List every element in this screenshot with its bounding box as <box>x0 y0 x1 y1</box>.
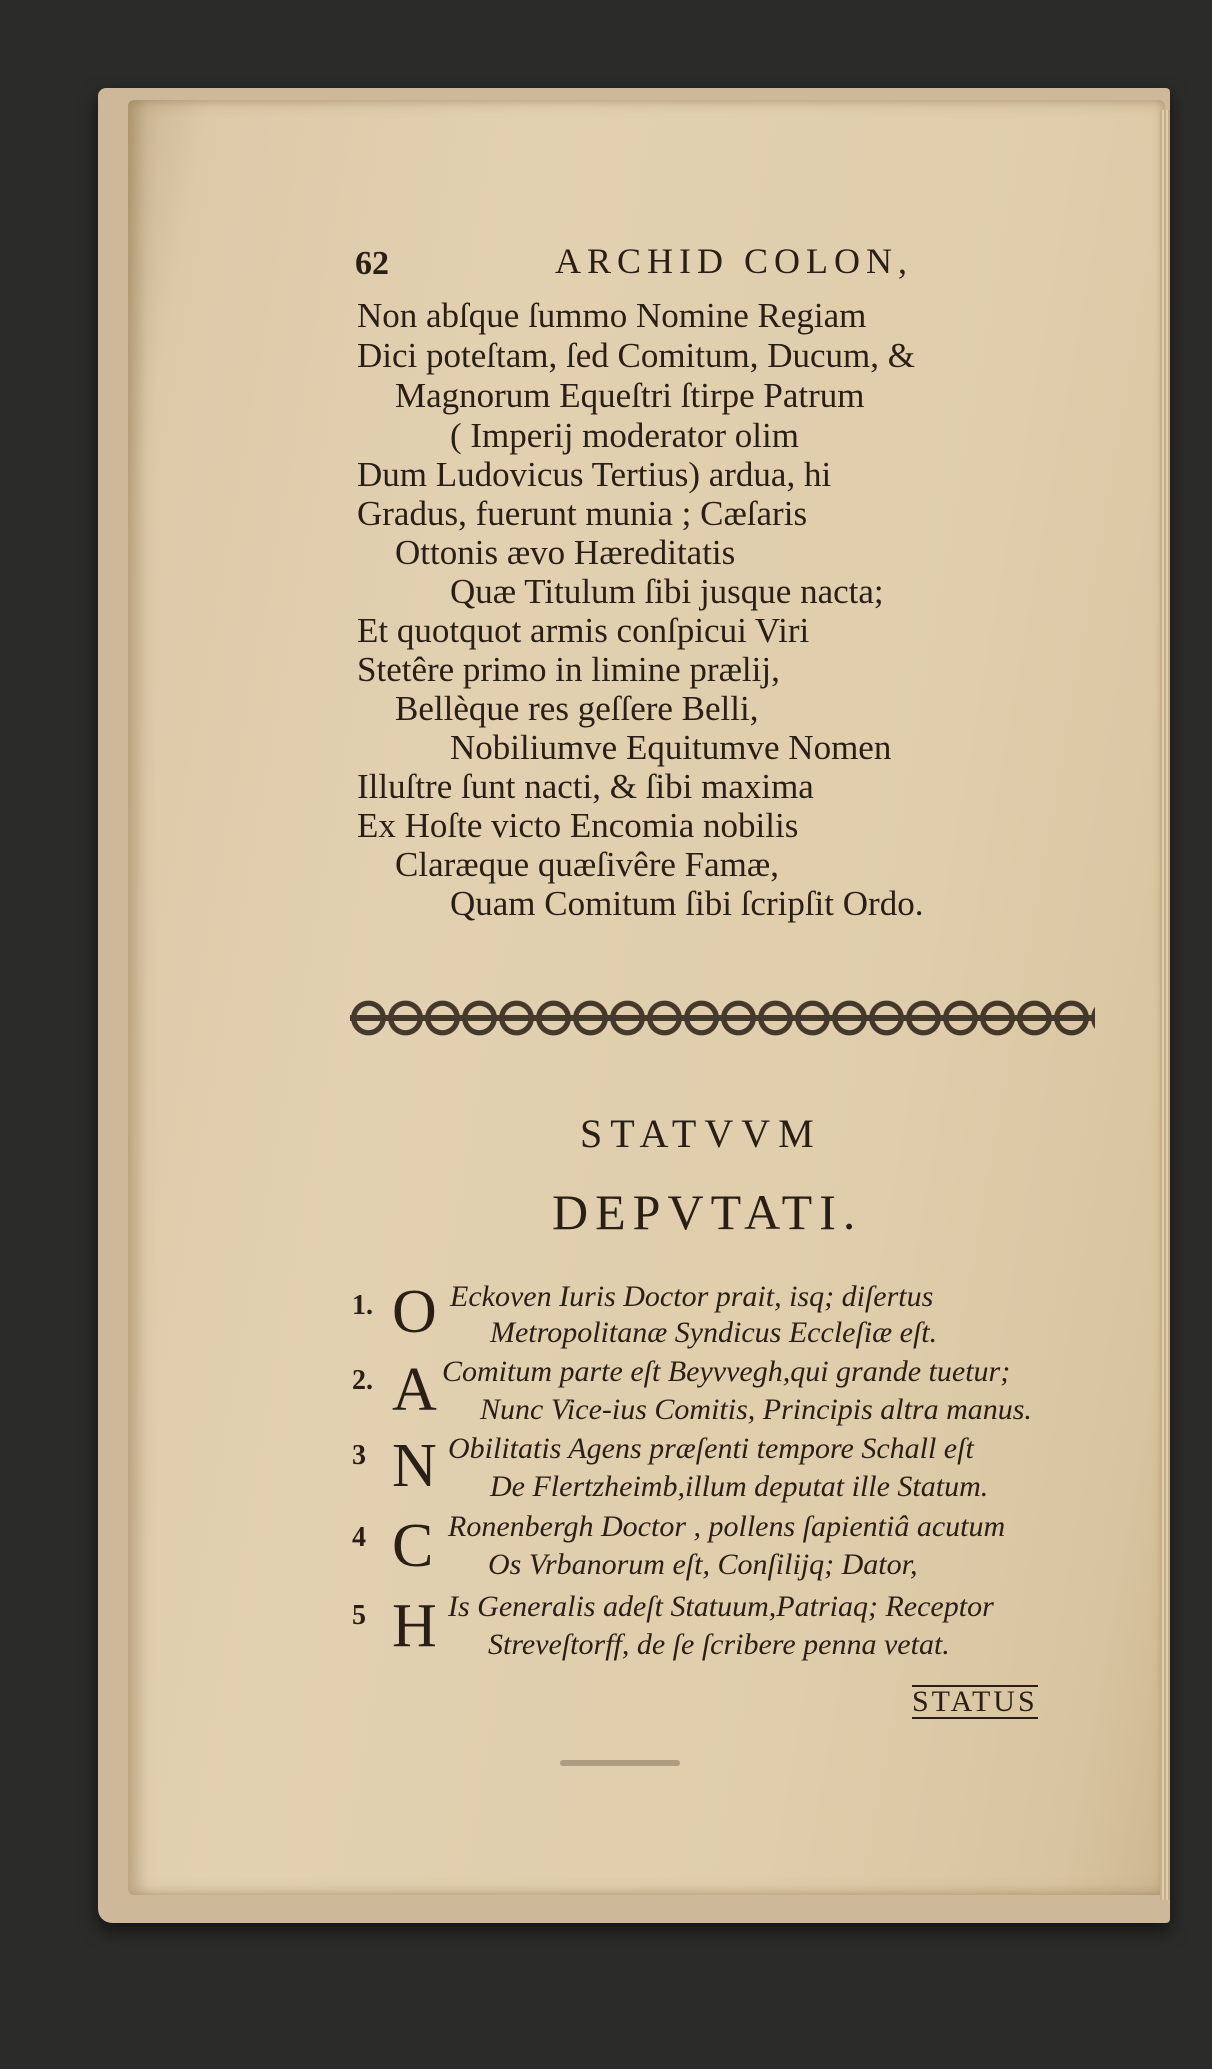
verse-line: Bellèque res geſſere Belli, <box>395 689 759 728</box>
entry-number: 3 <box>352 1440 366 1471</box>
catchword: STATUS <box>912 1685 1038 1718</box>
ornament-band <box>350 993 1095 1043</box>
verse-line: Gradus, fuerunt munia ; Cæſaris <box>357 494 808 533</box>
ink-smudge <box>560 1760 680 1766</box>
section-subtitle: DEPVTATI. <box>552 1184 863 1240</box>
drop-initial: H <box>392 1592 437 1660</box>
entry-line: Comitum parte eſt Beyvvegh,qui grande tuetur; <box>442 1355 1011 1388</box>
running-title: ARCHID COLON, <box>555 241 914 281</box>
verse-line: ( Imperij moderator olim <box>450 416 799 455</box>
verse-line: Claræque quæſivêre Famæ, <box>395 845 779 884</box>
entry-number: 1. <box>352 1290 373 1321</box>
entry-number: 5 <box>352 1600 366 1631</box>
page-number: 62 <box>355 245 389 282</box>
entry-line: Nunc Vice-ius Comitis, Principis altra manus. <box>480 1393 1032 1426</box>
entry-number: 2. <box>352 1365 373 1396</box>
entry-line: Eckoven Iuris Doctor prait, isq; diſertus <box>450 1280 934 1313</box>
entry-line: Streveſtorff, de ſe ſcribere penna vetat. <box>488 1628 950 1661</box>
drop-initial: C <box>392 1512 434 1580</box>
verse-line: Dici poteſtam, ſed Comitum, Ducum, & <box>357 336 915 375</box>
entry-line: Metropolitanæ Syndicus Eccleſiæ eſt. <box>490 1316 938 1349</box>
verse-line: Dum Ludovicus Tertius) ardua, hi <box>357 455 832 494</box>
verse-line: Quam Comitum ſibi ſcripſit Ordo. <box>450 884 924 923</box>
verse-line: Ottonis ævo Hæreditatis <box>395 533 736 572</box>
verse-line: Quæ Titulum ſibi jusque nacta; <box>450 572 884 611</box>
entry-line: Ronenbergh Doctor , pollens ſapientiâ acutum <box>448 1510 1006 1543</box>
entry-line: De Flertzheimb,illum deputat ille Statum. <box>490 1470 989 1503</box>
verse-line: Non abſque ſummo Nomine Regiam <box>357 296 867 335</box>
verse-line: Ex Hoſte victo Encomia nobilis <box>357 806 799 845</box>
verse-line: Illuſtre ſunt nacti, & ſibi maxima <box>357 767 814 806</box>
verse-line: Stetêre primo in limine prælij, <box>357 650 780 689</box>
drop-initial: O <box>392 1278 437 1346</box>
page-edge <box>1160 110 1170 1900</box>
drop-initial: A <box>392 1356 437 1424</box>
drop-initial: N <box>392 1432 437 1500</box>
verse-line: Magnorum Equeſtri ſtirpe Patrum <box>395 376 865 415</box>
entry-line: Os Vrbanorum eſt, Conſilijq; Dator, <box>488 1548 918 1581</box>
section-title: STATVVM <box>580 1111 822 1156</box>
verse-line: Nobiliumve Equitumve Nomen <box>450 728 892 767</box>
verse-line: Et quotquot armis conſpicui Viri <box>357 611 810 650</box>
entry-line: Obilitatis Agens præſenti tempore Schall eſt <box>448 1432 974 1465</box>
entry-number: 4 <box>352 1522 366 1553</box>
entry-line: Is Generalis adeſt Statuum,Patriaq; Receptor <box>448 1590 994 1623</box>
